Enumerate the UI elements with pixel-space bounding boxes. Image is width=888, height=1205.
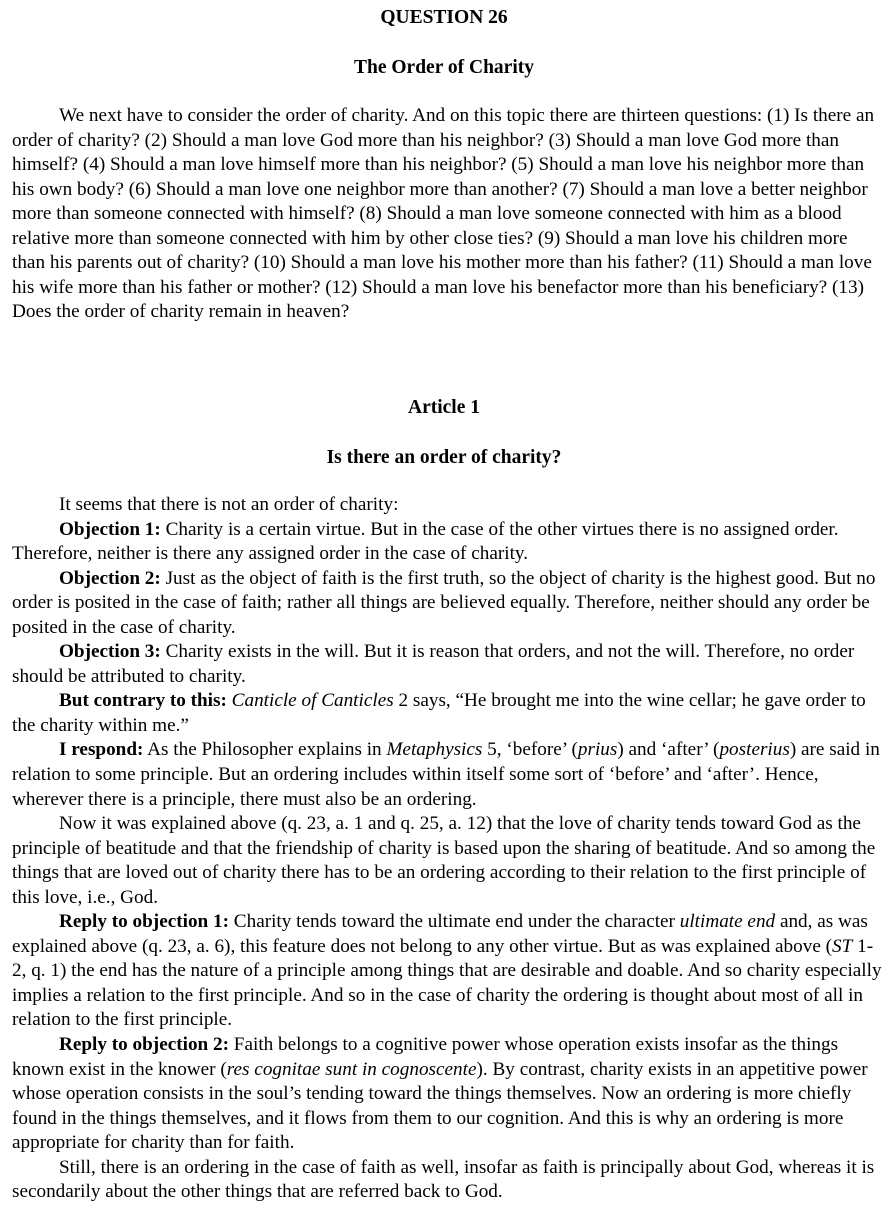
objection-1-label: Objection 1:	[59, 518, 161, 540]
respondeo-work-title: Metaphysics	[386, 739, 483, 761]
respondeo-text-2: 5, ‘before’ (	[482, 739, 578, 761]
reply-2-latin: res cognitae sunt in cognoscente	[226, 1058, 477, 1080]
respondeo-posterius: posterius	[719, 739, 790, 761]
objection-2-paragraph	[12, 567, 884, 641]
question-intro-paragraph: We next have to consider the order of charity. And on this topic there are thirteen questions: (1) Is there an order of charity? (2) Should a man love God more than his neighbor? (3) Should a man love God more than himself? (4) Should a man love himself more than his neighbor? (5) Should a man love his neighbor more than his own body? (6) Should a man love one neighbor more than another? (7) Should a man love a better neighbor more than someone connected with himself? (8) Should a man love someone connected with him as a blood relative more than someone connected with him by other close ties? (9) Should a man love his children more than his parents out of charity? (10) Should a man love his mother more than his father? (11) Should a man love his wife more than his father or mother? (12) Should a man love his benefactor more than his beneficiary? (13) Does the order of charity remain in heaven?	[12, 105, 875, 323]
respondeo-paragraph-2: Now it was explained above (q. 23, a. 1 and q. 25, a. 12) that the love of charity tends toward God as the principle of beatitude and that the friendship of charity is based upon the sharing of beatitude. And so among the things that are loved out of charity there has to be an ordering according to their relation to the first principle of this love, i.e., God.	[12, 813, 876, 908]
reply-1-paragraph	[12, 910, 884, 1033]
reply-2-text-2: ). By contrast, charity exists in an appetitive power whose operation consists in the soul’s tending toward the things themselves. Now an ordering is more chiefly found in the things themselves, and it flows from them to our cognition. And this is why an ordering is more appropriate for charity than for faith.	[12, 1058, 868, 1154]
respondeo-text-3: ) and ‘after’ (	[617, 739, 720, 761]
reply-1-text-3: 1-2, q. 1) the end has the nature of a principle among things that are desirable and doable. And so charity especially implies a relation to the first principle. And so in the case of charity the ordering is thought about most of all in relation to the first principle.	[12, 935, 882, 1031]
respondeo-label: I respond:	[59, 739, 144, 761]
objection-2-text: Just as the object of faith is the first truth, so the object of charity is the highest good. But no order is posited in the case of faith; rather all things are believed equally. Therefore, neither should any order be posited in the case of charity.	[12, 567, 876, 638]
reply-2-text-1: Faith belongs to a cognitive power whose operation exists insofar as the things known exist in the knower (	[12, 1034, 839, 1080]
reply-1-ultimate-end: ultimate end	[679, 911, 776, 933]
objection-1-text: Charity is a certain virtue. But in the case of the other virtues there is no assigned order. Therefore, neither is there any assigned order in the case of charity.	[12, 518, 839, 565]
article-question-heading: Is there an order of charity?	[326, 447, 562, 468]
question-title-heading: The Order of Charity	[354, 57, 534, 78]
reply-1-text-2: and, as was explained above (q. 23, a. 6), this feature does not belong to any other virtue. But as was explained above (	[12, 911, 868, 957]
respondeo-prius: prius	[577, 739, 618, 761]
reply-1-label: Reply to objection 1:	[59, 911, 229, 933]
respondeo-text-1: As the Philosopher explains in	[143, 739, 387, 761]
respondeo-paragraph	[12, 738, 884, 812]
sed-contra-paragraph	[12, 689, 884, 738]
sed-contra-source: Canticle of Canticles	[231, 690, 394, 712]
reply-1-text-1: Charity tends toward the ultimate end under the character	[229, 911, 680, 933]
sed-contra-label: But contrary to this:	[59, 690, 227, 712]
article-number-heading: Article 1	[407, 397, 480, 418]
objection-3-paragraph	[12, 640, 884, 689]
sed-contra-text: 2 says, “He brought me into the wine cellar; he gave order to the charity within me.”	[12, 690, 866, 736]
reply-2-paragraph	[12, 1033, 884, 1156]
question-number-heading: QUESTION 26	[380, 7, 508, 28]
objection-2-label: Objection 2:	[59, 567, 161, 589]
reply-2-paragraph-2: Still, there is an ordering in the case of faith as well, insofar as faith is principally about God, whereas it is secondarily about the other things that are referred back to God.	[12, 1156, 875, 1203]
respondeo-text-4: ) are said in relation to some principle. But an ordering includes within itself some sort of ‘before’ and ‘after’. Hence, wherever there is a principle, there must also be an ordering.	[12, 739, 880, 810]
objection-3-label: Objection 3:	[59, 641, 161, 663]
opening-paragraph: It seems that there is not an order of charity:	[59, 494, 399, 515]
reply-1-st: ST	[832, 935, 853, 957]
objection-1-paragraph	[12, 518, 884, 567]
reply-2-label: Reply to objection 2:	[59, 1034, 229, 1056]
article-body	[12, 493, 884, 1205]
objection-3-text: Charity exists in the will. But it is reason that orders, and not the will. Therefore, no order should be attributed to charity.	[12, 641, 855, 687]
